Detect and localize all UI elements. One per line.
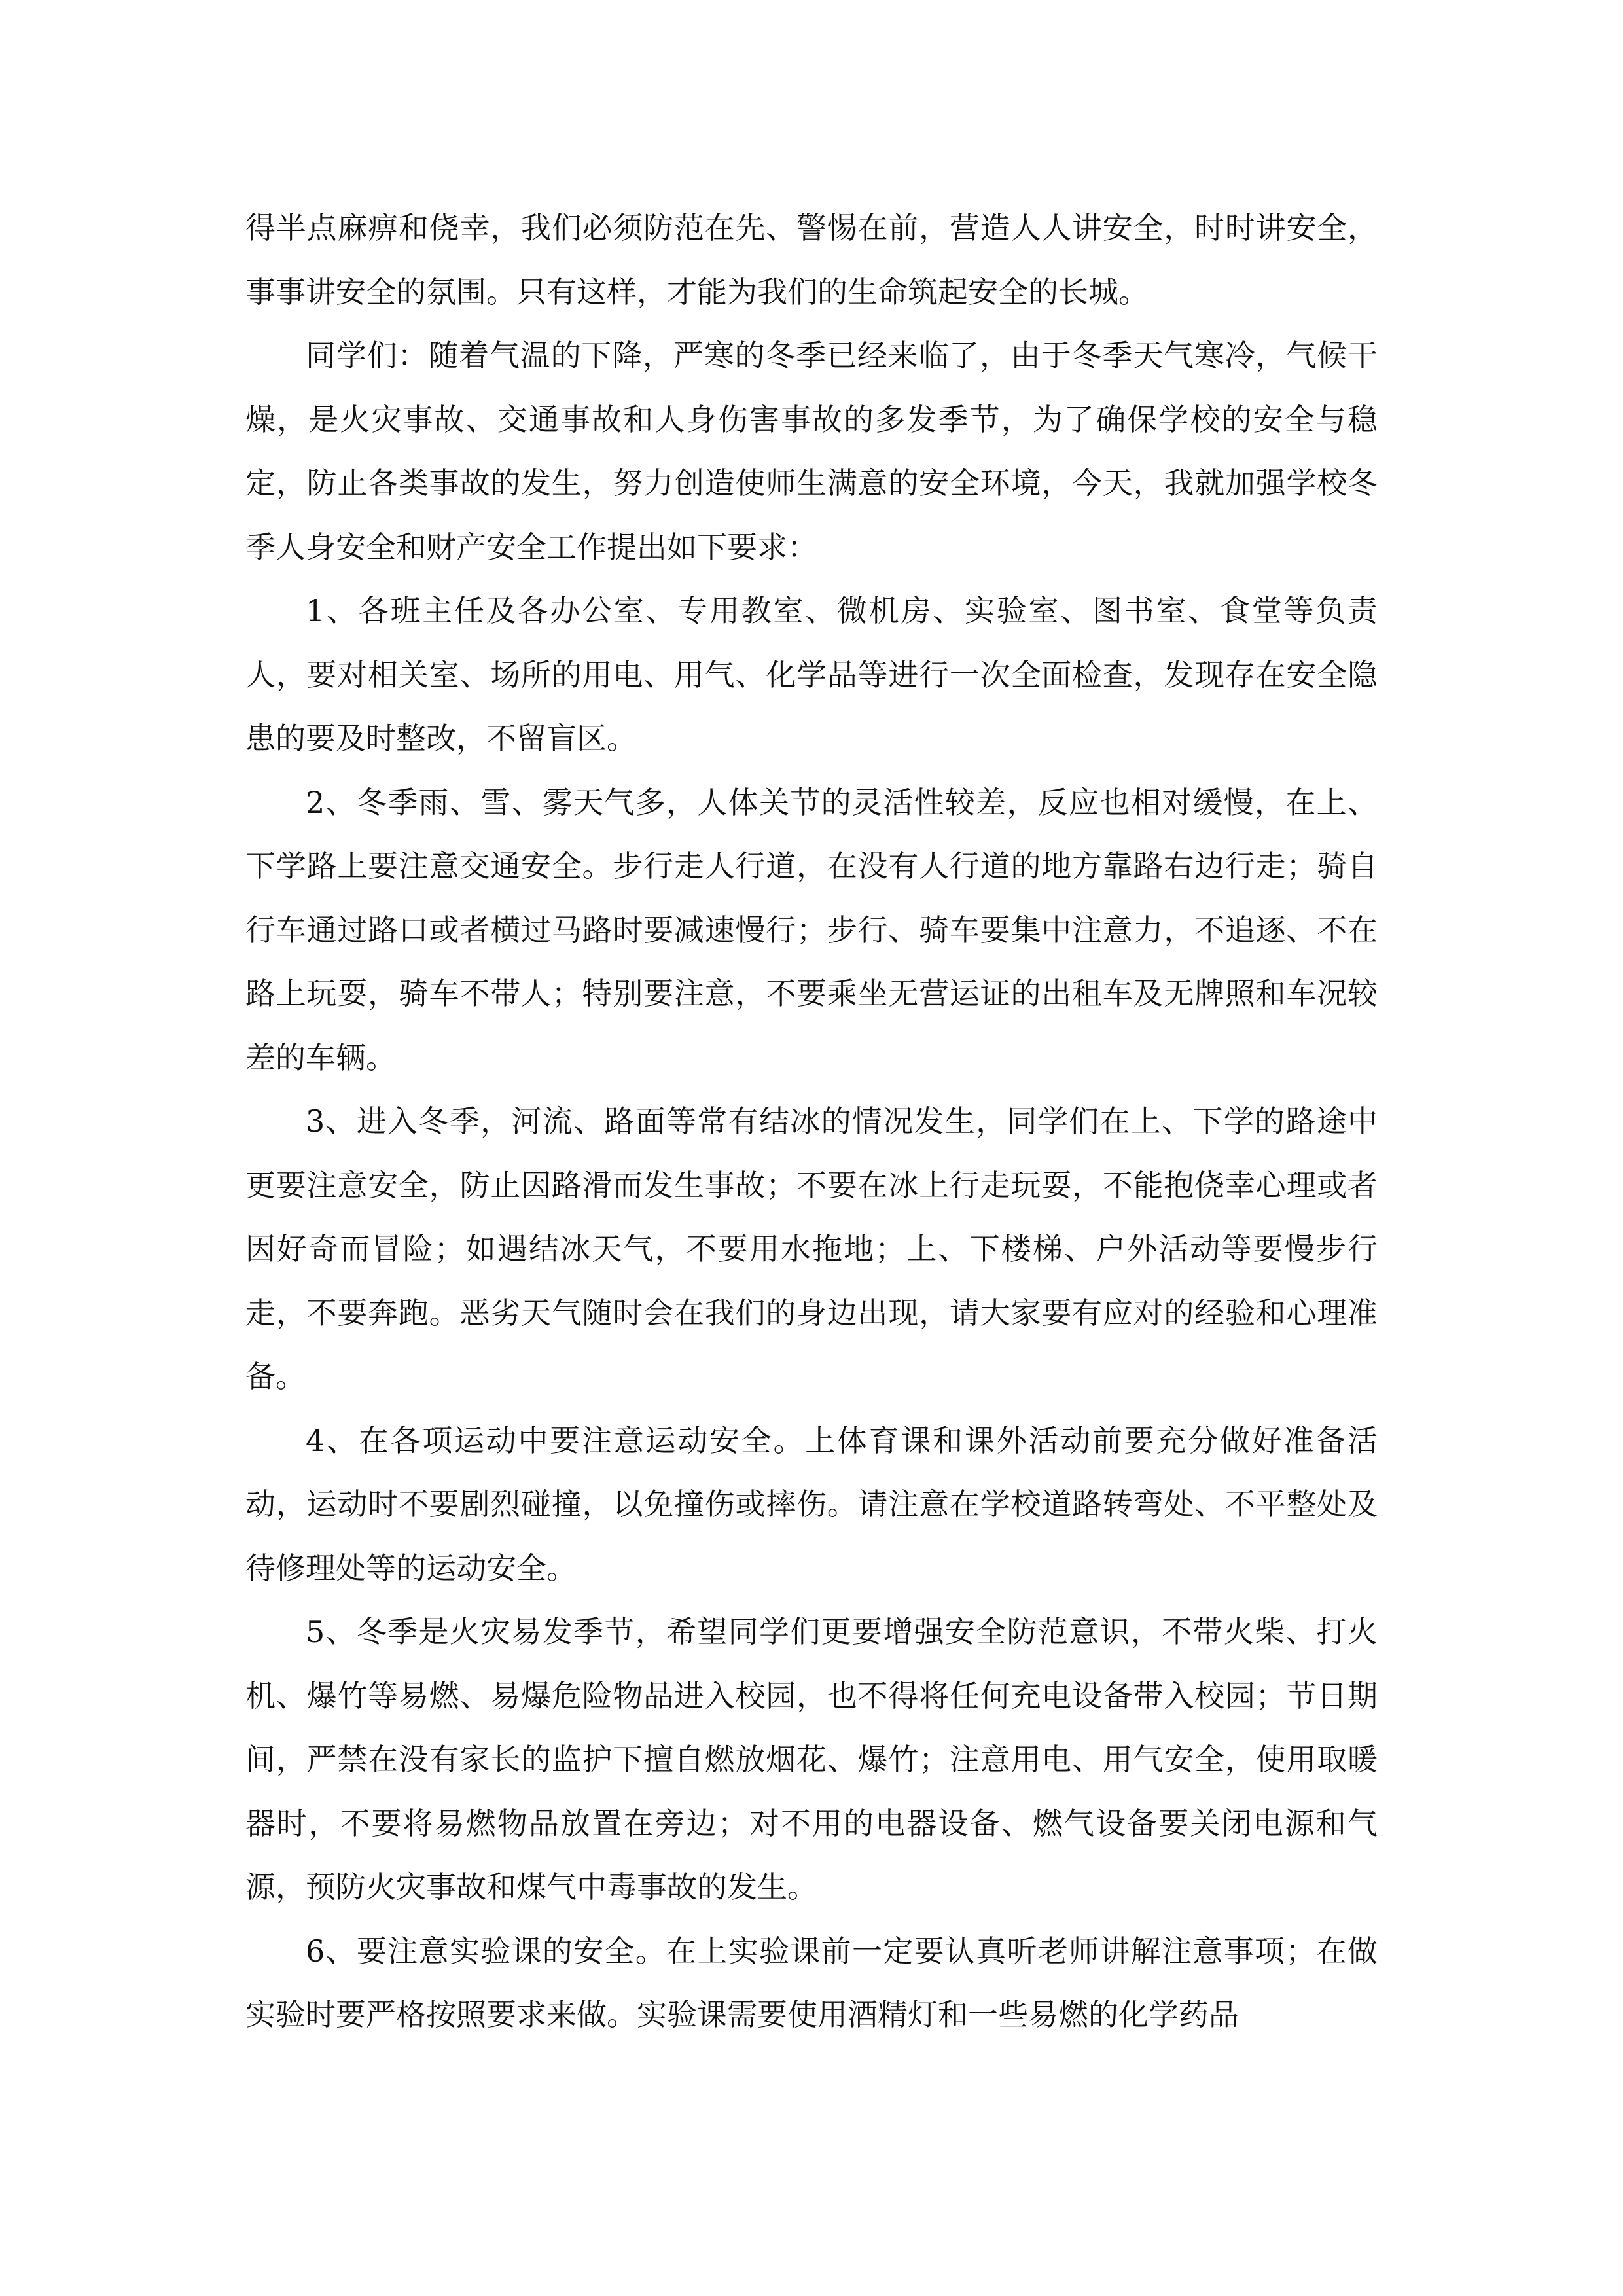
- paragraph-greeting: 同学们：随着气温的下降，严寒的冬季已经来临了，由于冬季天气寒冷，气候干燥，是火灾事故、交通事故和人身伤害事故的多发季节，为了确保学校的安全与稳定，防止各类事故的发生，努力创造使师生满意的安全环境，今天，我就加强学校冬季人身安全和财产安全工作提出如下要求：: [245, 338, 1378, 565]
- paragraph-item-1: 1、各班主任及各办公室、专用教室、微机房、实验室、图书室、食堂等负责人，要对相关室、场所的用电、用气、化学品等进行一次全面检查，发现存在安全隐患的要及时整改，不留盲区。: [245, 593, 1378, 756]
- paragraph-item-2: 2、冬季雨、雪、雾天气多，人体关节的灵活性较差，反应也相对缓慢，在上、下学路上要注意交通安全。步行走人行道，在没有人行道的地方靠路右边行走；骑自行车通过路口或者横过马路时要减速慢行；步行、骑车要集中注意力，不追逐、不在路上玩耍，骑车不带人；特别要注意，不要乘坐无营运证的出租车及无牌照和车况较差的车辆。: [245, 784, 1378, 1075]
- paragraph-item-5: 5、冬季是火灾易发季节，希望同学们更要增强安全防范意识，不带火柴、打火机、爆竹等易燃、易爆危险物品进入校园，也不得将任何充电设备带入校园；节日期间，严禁在没有家长的监护下擅自燃放烟花、爆竹；注意用电、用气安全，使用取暖器时，不要将易燃物品放置在旁边；对不用的电器设备、燃气设备要关闭电源和气源，预防火灾事故和煤气中毒事故的发生。: [245, 1614, 1378, 1905]
- paragraph-item-6: 6、要注意实验课的安全。在上实验课前一定要认真听老师讲解注意事项；在做实验时要严格按照要求来做。实验课需要使用酒精灯和一些易燃的化学药品: [245, 1933, 1378, 2032]
- paragraph-item-4: 4、在各项运动中要注意运动安全。上体育课和课外活动前要充分做好准备活动，运动时不要剧烈碰撞，以免撞伤或摔伤。请注意在学校道路转弯处、不平整处及待修理处等的运动安全。: [245, 1422, 1378, 1586]
- document-body: [245, 196, 1378, 2047]
- paragraph-item-3: 3、进入冬季，河流、路面等常有结冰的情况发生，同学们在上、下学的路途中更要注意安全，防止因路滑而发生事故；不要在冰上行走玩耍，不能抱侥幸心理或者因好奇而冒险；如遇结冰天气，不要用水拖地；上、下楼梯、户外活动等要慢步行走，不要奔跑。恶劣天气随时会在我们的身边出现，请大家要有应对的经验和心理准备。: [245, 1103, 1378, 1394]
- paragraph-continued: 得半点麻痹和侥幸，我们必须防范在先、警惕在前，营造人人讲安全，时时讲安全，事事讲安全的氛围。只有这样，才能为我们的生命筑起安全的长城。: [245, 210, 1378, 310]
